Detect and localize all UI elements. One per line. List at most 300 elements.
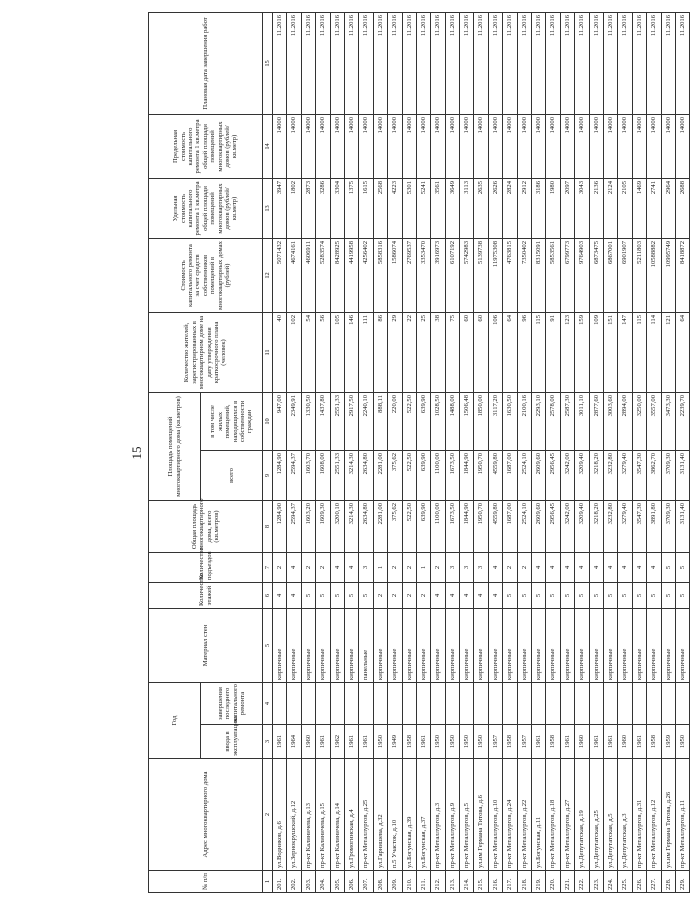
cell-pres: 2877,60 [589, 392, 603, 450]
cell-address: пр-кт Металлургов, д.27 [560, 759, 574, 871]
cell-address: пр-кт Калиничева, д.14 [330, 759, 344, 871]
cell-pres: 3011,10 [575, 392, 589, 450]
cell-unit: 2688 [675, 178, 689, 238]
cell-pres: 2293,10 [532, 392, 546, 450]
cell-pres: 2894,00 [618, 392, 632, 450]
column-number: 10 [263, 392, 273, 450]
cell-unit: 3649 [445, 178, 459, 238]
cell-year: 1950 [460, 725, 474, 759]
cell-ptotal: 2524,10 [517, 450, 531, 500]
header-year-built: ввода в эксплуатацию [201, 725, 263, 759]
cell-no: 201. [273, 871, 287, 893]
cell-wall: кирпичные [273, 608, 287, 682]
cell-date: 11.2016 [460, 12, 474, 114]
cell-max: 14000 [388, 114, 402, 178]
cell-year: 1960 [618, 725, 632, 759]
cell-residents: 115 [632, 312, 646, 392]
cell-max: 14000 [373, 114, 387, 178]
cell-entrances: 4 [287, 552, 301, 582]
cell-pres: 639,90 [416, 392, 430, 450]
cell-repair [344, 682, 358, 724]
cell-repair [445, 682, 459, 724]
column-number: 6 [263, 582, 273, 608]
cell-pres: 1437,80 [316, 392, 330, 450]
cell-date: 11.2016 [546, 12, 560, 114]
cell-date: 11.2016 [575, 12, 589, 114]
cell-residents: 146 [344, 312, 358, 392]
cell-max: 14000 [488, 114, 502, 178]
table-row [416, 12, 430, 892]
cell-entrances: 2 [388, 552, 402, 582]
cell-residents: 123 [560, 312, 574, 392]
cell-year: 1958 [546, 725, 560, 759]
cell-floors: 5 [344, 582, 358, 608]
cell-address: ул.им Германа Титова, д.6 [474, 759, 488, 871]
cell-unit: 2124 [603, 178, 617, 238]
cell-repair [618, 682, 632, 724]
header-wall: Материал стен [149, 608, 263, 682]
cell-date: 11.2016 [388, 12, 402, 114]
cell-repair [503, 682, 517, 724]
cell-date: 11.2016 [287, 12, 301, 114]
cell-max: 14000 [661, 114, 675, 178]
column-number: 9 [263, 450, 273, 500]
cell-floors: 2 [416, 582, 430, 608]
cell-address: пр-кт Металлургов, д.11 [675, 759, 689, 871]
cell-ptotal: 1603,70 [301, 450, 315, 500]
column-number: 5 [263, 608, 273, 682]
cell-address: пр-кт Металлургов, д.9 [445, 759, 459, 871]
cell-entrances: 4 [560, 552, 574, 582]
table-row [560, 12, 574, 892]
cell-ptotal: 2594,37 [287, 450, 301, 500]
cell-residents: 91 [546, 312, 560, 392]
cell-repair [287, 682, 301, 724]
cell-floors: 5 [589, 582, 603, 608]
cell-max: 14000 [503, 114, 517, 178]
cell-wall: кирпичные [603, 608, 617, 682]
cell-repair [301, 682, 315, 724]
cell-unit: 1375 [344, 178, 358, 238]
cell-total: 3709,30 [661, 500, 675, 552]
cell-entrances: 4 [488, 552, 502, 582]
cell-entrances: 4 [603, 552, 617, 582]
cell-floors: 5 [532, 582, 546, 608]
cell-residents: 121 [661, 312, 675, 392]
column-number: 14 [263, 114, 273, 178]
cell-cost: 4419958 [344, 238, 358, 312]
cell-unit: 3561 [431, 178, 445, 238]
cell-pres: 2917,50 [344, 392, 358, 450]
cell-residents: 38 [431, 312, 445, 392]
cell-pres: 1028,50 [431, 392, 445, 450]
cell-ptotal: 3209,40 [575, 450, 589, 500]
cell-address: ул.Богунская, д.39 [402, 759, 416, 871]
cell-repair [316, 682, 330, 724]
cell-entrances: 2 [402, 552, 416, 582]
cell-address: пр-кт Металлургов, д.5 [460, 759, 474, 871]
cell-no: 228. [661, 871, 675, 893]
repair-plan-table [148, 12, 690, 893]
cell-no: 219. [532, 871, 546, 893]
cell-year: 1960 [301, 725, 315, 759]
cell-no: 229. [675, 871, 689, 893]
cell-year: 1958 [503, 725, 517, 759]
cell-ptotal: 2634,80 [359, 450, 373, 500]
column-number: 11 [263, 312, 273, 392]
cell-ptotal: 3709,30 [661, 450, 675, 500]
cell-unit: 1802 [287, 178, 301, 238]
table-row [532, 12, 546, 892]
cell-year: 1964 [287, 725, 301, 759]
cell-address: ул.Гарнишева, д.32 [373, 759, 387, 871]
cell-floors: 4 [488, 582, 502, 608]
table-row [488, 12, 502, 892]
header-no: № п/п [149, 871, 263, 893]
cell-cost: 5858316 [373, 238, 387, 312]
cell-total: 3242,00 [560, 500, 574, 552]
cell-ptotal: 3131,40 [675, 450, 689, 500]
cell-max: 14000 [546, 114, 560, 178]
cell-pres: 2587,30 [560, 392, 574, 450]
cell-address: ул.им Германа Титова, д.26 [661, 759, 675, 871]
cell-floors: 4 [431, 582, 445, 608]
cell-year: 1961 [416, 725, 430, 759]
cell-date: 11.2016 [373, 12, 387, 114]
column-number: 15 [263, 12, 273, 114]
cell-date: 11.2016 [330, 12, 344, 114]
cell-ptotal: 3862,70 [647, 450, 661, 500]
cell-residents: 109 [589, 312, 603, 392]
cell-address: пр-кт Калиничева, д.13 [301, 759, 315, 871]
table-row [460, 12, 474, 892]
cell-floors: 2 [373, 582, 387, 608]
cell-address: пр-кт Металлургов, д.24 [503, 759, 517, 871]
cell-wall: кирпичные [488, 608, 502, 682]
table-row [589, 12, 603, 892]
page-number: 15 [129, 446, 144, 460]
cell-wall: кирпичные [431, 608, 445, 682]
cell-unit: 2105 [618, 178, 632, 238]
cell-repair [517, 682, 531, 724]
cell-repair [661, 682, 675, 724]
cell-residents: 114 [647, 312, 661, 392]
cell-residents: 56 [316, 312, 330, 392]
cell-date: 11.2016 [431, 12, 445, 114]
cell-cost: 4256402 [359, 238, 373, 312]
header-year: Год [149, 682, 201, 758]
cell-wall: кирпичные [618, 608, 632, 682]
cell-unit: 2964 [661, 178, 675, 238]
cell-residents: 115 [532, 312, 546, 392]
cell-floors: 4 [474, 582, 488, 608]
cell-cost: 5211803 [632, 238, 646, 312]
cell-unit: 3186 [532, 178, 546, 238]
cell-total: 1673,50 [445, 500, 459, 552]
cell-year: 1961 [359, 725, 373, 759]
cell-residents: 106 [488, 312, 502, 392]
cell-wall: кирпичные [560, 608, 574, 682]
cell-year: 1961 [560, 725, 574, 759]
cell-repair [416, 682, 430, 724]
cell-total: 3891,80 [647, 500, 661, 552]
cell-year: 1961 [344, 725, 358, 759]
cell-no: 207. [359, 871, 373, 893]
cell-residents: 151 [603, 312, 617, 392]
cell-wall: кирпичные [344, 608, 358, 682]
header-residents: Количество жителей, зарегистрированных в многоквартирном доме на дату утверждения краткосрочного плана (человек) [149, 312, 263, 392]
cell-repair [388, 682, 402, 724]
cell-year: 1961 [532, 725, 546, 759]
cell-floors: 5 [618, 582, 632, 608]
cell-date: 11.2016 [647, 12, 661, 114]
header-entrances: Количество подъездов [149, 552, 263, 582]
cell-total: 3131,40 [675, 500, 689, 552]
cell-max: 14000 [416, 114, 430, 178]
cell-wall: кирпичные [503, 608, 517, 682]
cell-ptotal: 2551,33 [330, 450, 344, 500]
cell-date: 11.2016 [474, 12, 488, 114]
cell-ptotal: 2956,45 [546, 450, 560, 500]
cell-ptotal: 1100,00 [431, 450, 445, 500]
cell-total: 3214,30 [344, 500, 358, 552]
cell-cost: 6867001 [603, 238, 617, 312]
cell-floors: 5 [503, 582, 517, 608]
cell-max: 14000 [445, 114, 459, 178]
column-number: 1 [263, 871, 273, 893]
cell-max: 14000 [474, 114, 488, 178]
cell-ptotal: 1844,90 [460, 450, 474, 500]
cell-wall: кирпичные [589, 608, 603, 682]
cell-floors: 5 [661, 582, 675, 608]
cell-entrances: 4 [647, 552, 661, 582]
cell-total: 3279,40 [618, 500, 632, 552]
cell-unit: 2912 [517, 178, 531, 238]
cell-address: ул.Депутатская, д.3 [618, 759, 632, 871]
header-max-cost: Предельная стоимость капитального ремонта 1 кв.метра общей площади помещений многоквартирных домов (рублей/кв.метр) [149, 114, 263, 178]
cell-cost: 8315091 [532, 238, 546, 312]
cell-total: 375,62 [388, 500, 402, 552]
cell-year: 1950 [445, 725, 459, 759]
cell-floors: 5 [546, 582, 560, 608]
cell-wall: кирпичные [647, 608, 661, 682]
cell-no: 215. [474, 871, 488, 893]
cell-max: 14000 [301, 114, 315, 178]
cell-floors: 5 [359, 582, 373, 608]
cell-date: 11.2016 [359, 12, 373, 114]
cell-ptotal: 1608,00 [316, 450, 330, 500]
cell-pres: 3117,20 [488, 392, 502, 450]
cell-no: 206. [344, 871, 358, 893]
column-number: 7 [263, 552, 273, 582]
cell-no: 210. [402, 871, 416, 893]
cell-residents: 22 [402, 312, 416, 392]
cell-cost: 3916973 [431, 238, 445, 312]
cell-max: 14000 [517, 114, 531, 178]
header-premises-area: Площадь помещений многоквартирного дома (кв.метров) [149, 392, 201, 500]
cell-address: ул.Богунская, д.11 [532, 759, 546, 871]
cell-wall: кирпичные [287, 608, 301, 682]
cell-no: 205. [330, 871, 344, 893]
cell-repair [488, 682, 502, 724]
cell-year: 1962 [330, 725, 344, 759]
cell-wall: панельные [359, 608, 373, 682]
cell-total: 3547,30 [632, 500, 646, 552]
cell-repair [575, 682, 589, 724]
cell-no: 216. [488, 871, 502, 893]
cell-unit: 1469 [632, 178, 646, 238]
cell-total: 2524,10 [517, 500, 531, 552]
cell-no: 213. [445, 871, 459, 893]
cell-floors: 5 [560, 582, 574, 608]
cell-max: 14000 [589, 114, 603, 178]
cell-cost: 4606911 [301, 238, 315, 312]
cell-max: 14000 [359, 114, 373, 178]
cell-max: 14000 [402, 114, 416, 178]
table-row [402, 12, 416, 892]
cell-pres: 947,00 [273, 392, 287, 450]
column-number: 4 [263, 682, 273, 724]
table-row [344, 12, 358, 892]
cell-pres: 3003,60 [603, 392, 617, 450]
cell-unit: 3304 [330, 178, 344, 238]
cell-no: 204. [316, 871, 330, 893]
table-row [647, 12, 661, 892]
cell-cost: 8428925 [330, 238, 344, 312]
cell-residents: 86 [373, 312, 387, 392]
cell-cost: 2769537 [402, 238, 416, 312]
cell-wall: кирпичные [532, 608, 546, 682]
cell-date: 11.2016 [402, 12, 416, 114]
cell-entrances: 2 [301, 552, 315, 582]
header-total-area: Общая площадь многоквартирного дома, всего (кв.метров) [149, 500, 263, 552]
cell-total: 3218,20 [589, 500, 603, 552]
cell-wall: кирпичные [575, 608, 589, 682]
cell-repair [460, 682, 474, 724]
cell-entrances: 4 [632, 552, 646, 582]
column-number-row [263, 12, 273, 892]
cell-ptotal: 3232,80 [603, 450, 617, 500]
table-row [575, 12, 589, 892]
cell-floors: 5 [517, 582, 531, 608]
cell-address: пр-кт Металлургов, д.22 [517, 759, 531, 871]
cell-wall: кирпичные [402, 608, 416, 682]
cell-address: п.5 Участок, д.10 [388, 759, 402, 871]
cell-unit: 2873 [301, 178, 315, 238]
cell-max: 14000 [330, 114, 344, 178]
cell-floors: 4 [273, 582, 287, 608]
cell-wall: кирпичные [474, 608, 488, 682]
cell-wall: кирпичные [517, 608, 531, 682]
cell-entrances: 2 [316, 552, 330, 582]
cell-max: 14000 [647, 114, 661, 178]
cell-max: 14000 [532, 114, 546, 178]
header-year-repair: завершения последнего капитального ремонта [201, 682, 263, 724]
cell-date: 11.2016 [560, 12, 574, 114]
cell-year: 1949 [388, 725, 402, 759]
cell-entrances: 5 [675, 552, 689, 582]
cell-unit: 2635 [474, 178, 488, 238]
cell-repair [532, 682, 546, 724]
table-row [632, 12, 646, 892]
cell-residents: 25 [416, 312, 430, 392]
cell-address: пр-кт Металлургов, д.25 [359, 759, 373, 871]
cell-unit: 2568 [373, 178, 387, 238]
header-premises-residential: в том числе жилых помещений, находящихся в собственности граждан [201, 392, 263, 450]
cell-pres: 2349,91 [287, 392, 301, 450]
cell-max: 14000 [632, 114, 646, 178]
cell-floors: 2 [402, 582, 416, 608]
document-page [12, 13, 686, 893]
cell-ptotal: 1673,50 [445, 450, 459, 500]
cell-residents: 105 [330, 312, 344, 392]
cell-pres: 2240,10 [359, 392, 373, 450]
cell-cost: 4763815 [503, 238, 517, 312]
cell-pres: 522,50 [402, 392, 416, 450]
cell-entrances: 5 [661, 552, 675, 582]
cell-floors: 5 [675, 582, 689, 608]
cell-pres: 3473,30 [661, 392, 675, 450]
cell-total: 3200,10 [330, 500, 344, 552]
cell-unit: 2097 [560, 178, 574, 238]
cell-pres: 1488,00 [445, 392, 459, 450]
table-row [301, 12, 315, 892]
cell-no: 218. [517, 871, 531, 893]
cell-pres: 3250,00 [632, 392, 646, 450]
cell-no: 223. [589, 871, 603, 893]
table-row [287, 12, 301, 892]
cell-wall: кирпичные [546, 608, 560, 682]
cell-pres: 2239,70 [675, 392, 689, 450]
table-row [330, 12, 344, 892]
table-row [603, 12, 617, 892]
cell-residents: 102 [287, 312, 301, 392]
cell-no: 211. [416, 871, 430, 893]
cell-floors: 4 [445, 582, 459, 608]
cell-ptotal: 2609,60 [532, 450, 546, 500]
cell-year: 1961 [316, 725, 330, 759]
cell-no: 227. [647, 871, 661, 893]
cell-no: 222. [575, 871, 589, 893]
cell-date: 11.2016 [675, 12, 689, 114]
cell-cost: 4674161 [287, 238, 301, 312]
header-row-1 [149, 12, 201, 892]
cell-residents: 147 [618, 312, 632, 392]
cell-wall: кирпичные [316, 608, 330, 682]
cell-entrances: 1 [373, 552, 387, 582]
cell-date: 11.2016 [301, 12, 315, 114]
cell-cost: 6107192 [445, 238, 459, 312]
cell-max: 14000 [344, 114, 358, 178]
cell-cost: 10588882 [647, 238, 661, 312]
cell-address: ул.Богунская, д.37 [416, 759, 430, 871]
cell-floors: 5 [330, 582, 344, 608]
cell-pres: 1330,50 [301, 392, 315, 450]
cell-cost: 7350402 [517, 238, 531, 312]
cell-total: 2634,80 [359, 500, 373, 552]
cell-year: 1961 [603, 725, 617, 759]
cell-floors: 5 [301, 582, 315, 608]
cell-address: ул.Депутатская, д.25 [589, 759, 603, 871]
cell-max: 14000 [618, 114, 632, 178]
cell-cost: 9764903 [575, 238, 589, 312]
cell-date: 11.2016 [517, 12, 531, 114]
cell-wall: кирпичные [675, 608, 689, 682]
cell-total: 639,90 [416, 500, 430, 552]
cell-year: 1958 [402, 725, 416, 759]
cell-residents: 111 [359, 312, 373, 392]
cell-year: 1950 [675, 725, 689, 759]
